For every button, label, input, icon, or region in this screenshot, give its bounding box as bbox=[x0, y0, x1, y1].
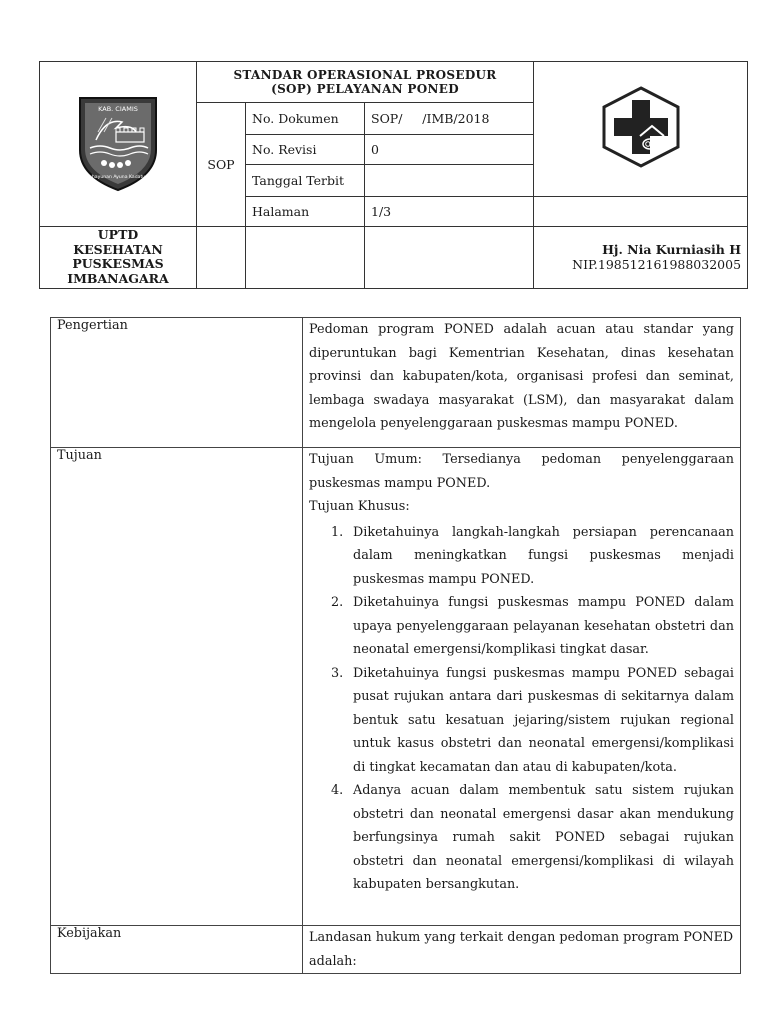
sop-label: SOP bbox=[197, 103, 246, 227]
organization-name: UPTD KESEHATAN PUSKESMAS IMBANAGARA bbox=[40, 226, 197, 288]
pengertian-text: Pedoman program PONED adalah acuan atau standar yang diperuntukan bagi Kementrian Kesehatan, dinas kesehatan provinsi dan kabupaten/kota, organisasi profesi dan seminat, lembaga swadaya masyarakat (LSM), dan masyarakat dalam mengelola penyelenggaraan puskesmas mampu PONED. bbox=[309, 322, 734, 431]
list-item: 4. Adanya acuan dalam membentuk satu sistem rujukan obstetri dan neonatal emergensi dasar akan mendukung berfungsinya rumah sakit PONED sebagai rujukan obstetri dan neonatal emergensi/komplikasi di wilayah kabupaten bersangkutan. bbox=[331, 783, 734, 892]
tanggal-terbit-label: Tanggal Terbit bbox=[246, 165, 365, 196]
signer-name: Hj. Nia Kurniasih H bbox=[602, 242, 742, 258]
signer-nip: NIP.198512161988032005 bbox=[572, 257, 742, 273]
tujuan-content bbox=[303, 448, 741, 926]
pengertian-content bbox=[303, 318, 741, 448]
puskesmas-logo-icon bbox=[598, 84, 684, 170]
puskesmas-logo-cell bbox=[534, 62, 748, 197]
no-dokumen-label: No. Dokumen bbox=[246, 103, 365, 135]
sop-content-table bbox=[50, 317, 741, 974]
empty-cell bbox=[365, 226, 534, 288]
sop-title: STANDAR OPERASIONAL PROSEDUR (SOP) PELAYANAN PONED bbox=[197, 62, 534, 103]
no-revisi-label: No. Revisi bbox=[246, 135, 365, 165]
halaman-value: 1/3 bbox=[365, 196, 534, 226]
no-revisi-value: 0 bbox=[365, 135, 534, 165]
pengertian-label: Pengertian bbox=[51, 318, 303, 448]
list-item: 2. Diketahuinya fungsi puskesmas mampu PONED dalam upaya penyelenggaraan pelayanan kesehatan obstetri dan neonatal emergensi/komplikasi tingkat dasar. bbox=[331, 595, 734, 657]
list-item: 3. Diketahuinya fungsi puskesmas mampu PONED sebagai pusat rujukan antara dari puskesmas di sekitarnya dalam bentuk satu kesatuan jejaring/sistem rujukan regional untuk kasus obstetri dan neonatal emergensi/komplikasi di tingkat kecamatan dan atau di kabupaten/kota. bbox=[331, 665, 734, 775]
tujuan-label: Tujuan bbox=[51, 448, 303, 926]
halaman-label: Halaman bbox=[246, 196, 365, 226]
kebijakan-label: Kebijakan bbox=[51, 926, 303, 974]
emblem-motto-text: Mahayunan Ayuna Kadatuan bbox=[85, 175, 151, 181]
empty-cell bbox=[197, 226, 246, 288]
emblem-top-text: KAB. CIAMIS bbox=[98, 105, 138, 114]
tanggal-terbit-value bbox=[365, 165, 534, 196]
no-dokumen-value: SOP/ /IMB/2018 bbox=[365, 103, 534, 135]
list-item: 1. Diketahuinya langkah-langkah persiapan perencanaan dalam meningkatkan fungsi puskesmas menjadi puskesmas mampu PONED. bbox=[331, 524, 734, 587]
tujuan-umum-text: Tujuan Umum: Tersedianya pedoman penyelenggaraan puskesmas mampu PONED. bbox=[309, 452, 734, 491]
ciamis-emblem-icon bbox=[76, 92, 160, 192]
empty-cell bbox=[534, 196, 748, 226]
sop-header-table bbox=[39, 61, 748, 289]
empty-cell bbox=[246, 226, 365, 288]
tujuan-khusus-list bbox=[309, 521, 734, 897]
kebijakan-text: Landasan hukum yang terkait dengan pedoman program PONED adalah: bbox=[309, 930, 734, 969]
tujuan-khusus-label: Tujuan Khusus: bbox=[309, 499, 410, 514]
kebijakan-content bbox=[303, 926, 741, 974]
regency-logo-cell bbox=[40, 62, 197, 227]
signer-block bbox=[534, 226, 748, 288]
